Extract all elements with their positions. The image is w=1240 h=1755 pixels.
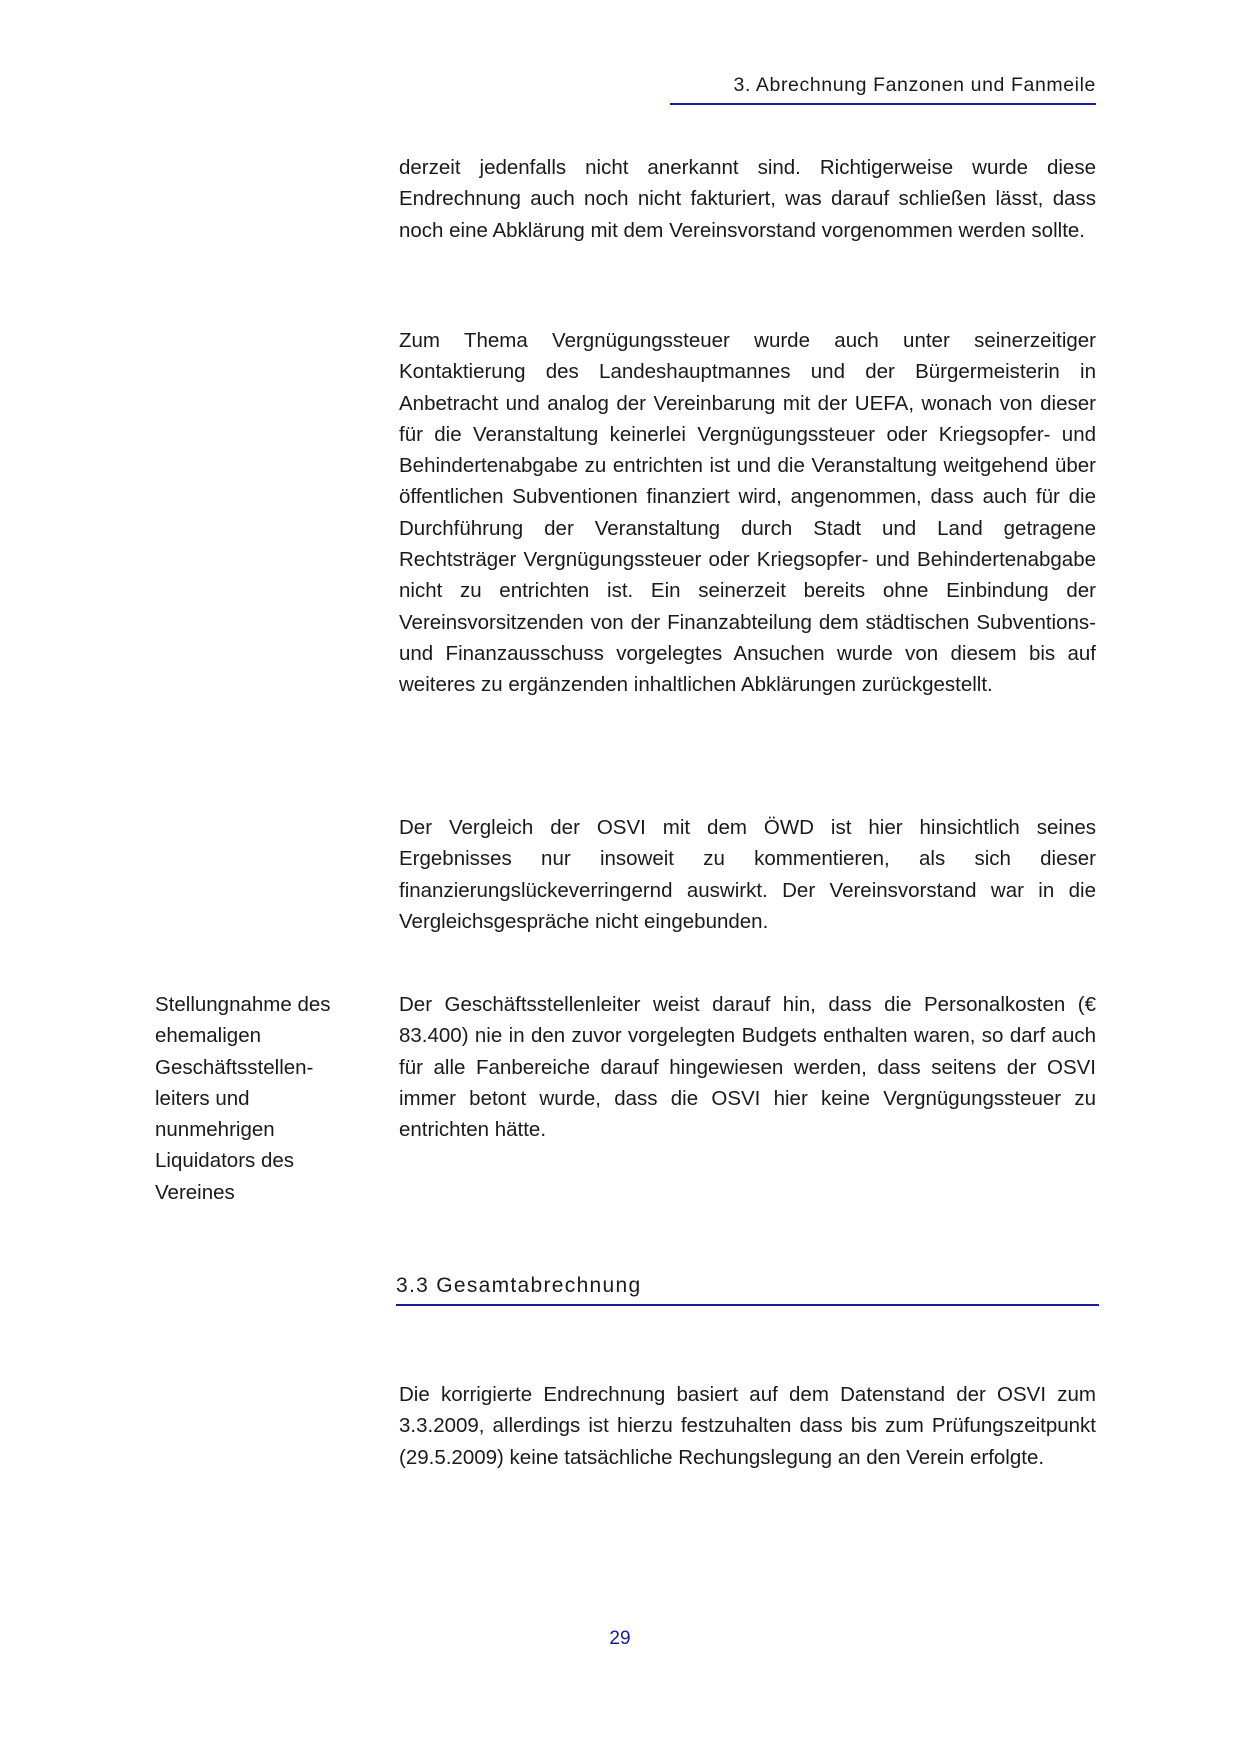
paragraph-endrechnung: derzeit jedenfalls nicht anerkannt sind. Richtigerweise wurde diese Endrechnung auch noch nicht fakturiert, was darauf schließen lässt, dass noch eine Abklärung mit dem Vereinsvorstand vorgenommen werden sollte. [399, 156, 1096, 242]
side-note-line: Liquidators des [155, 1149, 295, 1173]
page-number: 29 [609, 1628, 631, 1649]
side-note-line: Vereines [155, 1180, 235, 1204]
side-note-line: Stellungnahme des [155, 993, 331, 1016]
side-note-line: Geschäftsstellen- [155, 1055, 314, 1079]
paragraph-vergnuegungssteuer: Zum Thema Vergnügungssteuer wurde auch unter seinerzeitiger Kontaktierung des Landeshauptmannes und der Bürgermeisterin in Anbetracht und analog der Vereinbarung mit der UEFA, wonach von dieser für die Veranstaltung keinerlei Vergnügungssteuer oder Kriegsopfer- und Behindertenabgabe zu entrichten ist und die Veranstaltung weitgehend über öffentlichen Subventionen finanziert wird, angenommen, dass auch für die Durchführung der Veranstaltung durch Stadt und Land getragene Rechtsträger Vergnügungssteuer oder Kriegsopfer- und Behindertenabgabe nicht zu entrichten ist. Ein seinerzeit bereits ohne Einbindung der Vereinsvorsitzenden von der Finanzabteilung dem städtischen Subventions- und Finanzausschuss vorgelegtes Ansuchen wurde von diesem bis auf weiteres zu ergänzenden inhaltlichen Abklärungen zurückgestellt. [399, 329, 1096, 697]
paragraph-stellungnahme: Der Geschäftsstellenleiter weist darauf hin, dass die Personalkosten (€ 83.400) nie in den zuvor vorgelegten Budgets enthalten waren, so darf auch für alle Fanbereiche darauf hingewiesen werden, dass seitens der OSVI immer betont wurde, dass die OSVI hier keine Vergnügungssteuer zu entrichten hätte. [399, 993, 1096, 1142]
side-note-stellungnahme [155, 989, 365, 1208]
section-heading: 3.3 Gesamtabrechnung [396, 1274, 1099, 1306]
paragraph-gesamtabrechnung: Die korrigierte Endrechnung basiert auf dem Datenstand der OSVI zum 3.3.2009, allerdings ist hierzu festzuhalten dass bis zum Prüfungszeitpunkt (29.5.2009) keine tatsächliche Rechungslegung an den Verein erfolgte. [399, 1383, 1096, 1469]
paragraph-vergleich-osvi: Der Vergleich der OSVI mit dem ÖWD ist hier hinsichtlich seines Ergebnisses nur insoweit zu kommentieren, als sich dieser finanzierungslückeverringernd auswirkt. Der Vereinsvorstand war in die Vergleichsgespräche nicht eingebunden. [399, 816, 1096, 933]
running-header: 3. Abrechnung Fanzonen und Fanmeile [670, 74, 1096, 105]
side-note-line: ehemaligen [155, 1024, 261, 1048]
side-note-line: nunmehrigen [155, 1118, 275, 1142]
side-note-line: leiters und [155, 1086, 250, 1110]
